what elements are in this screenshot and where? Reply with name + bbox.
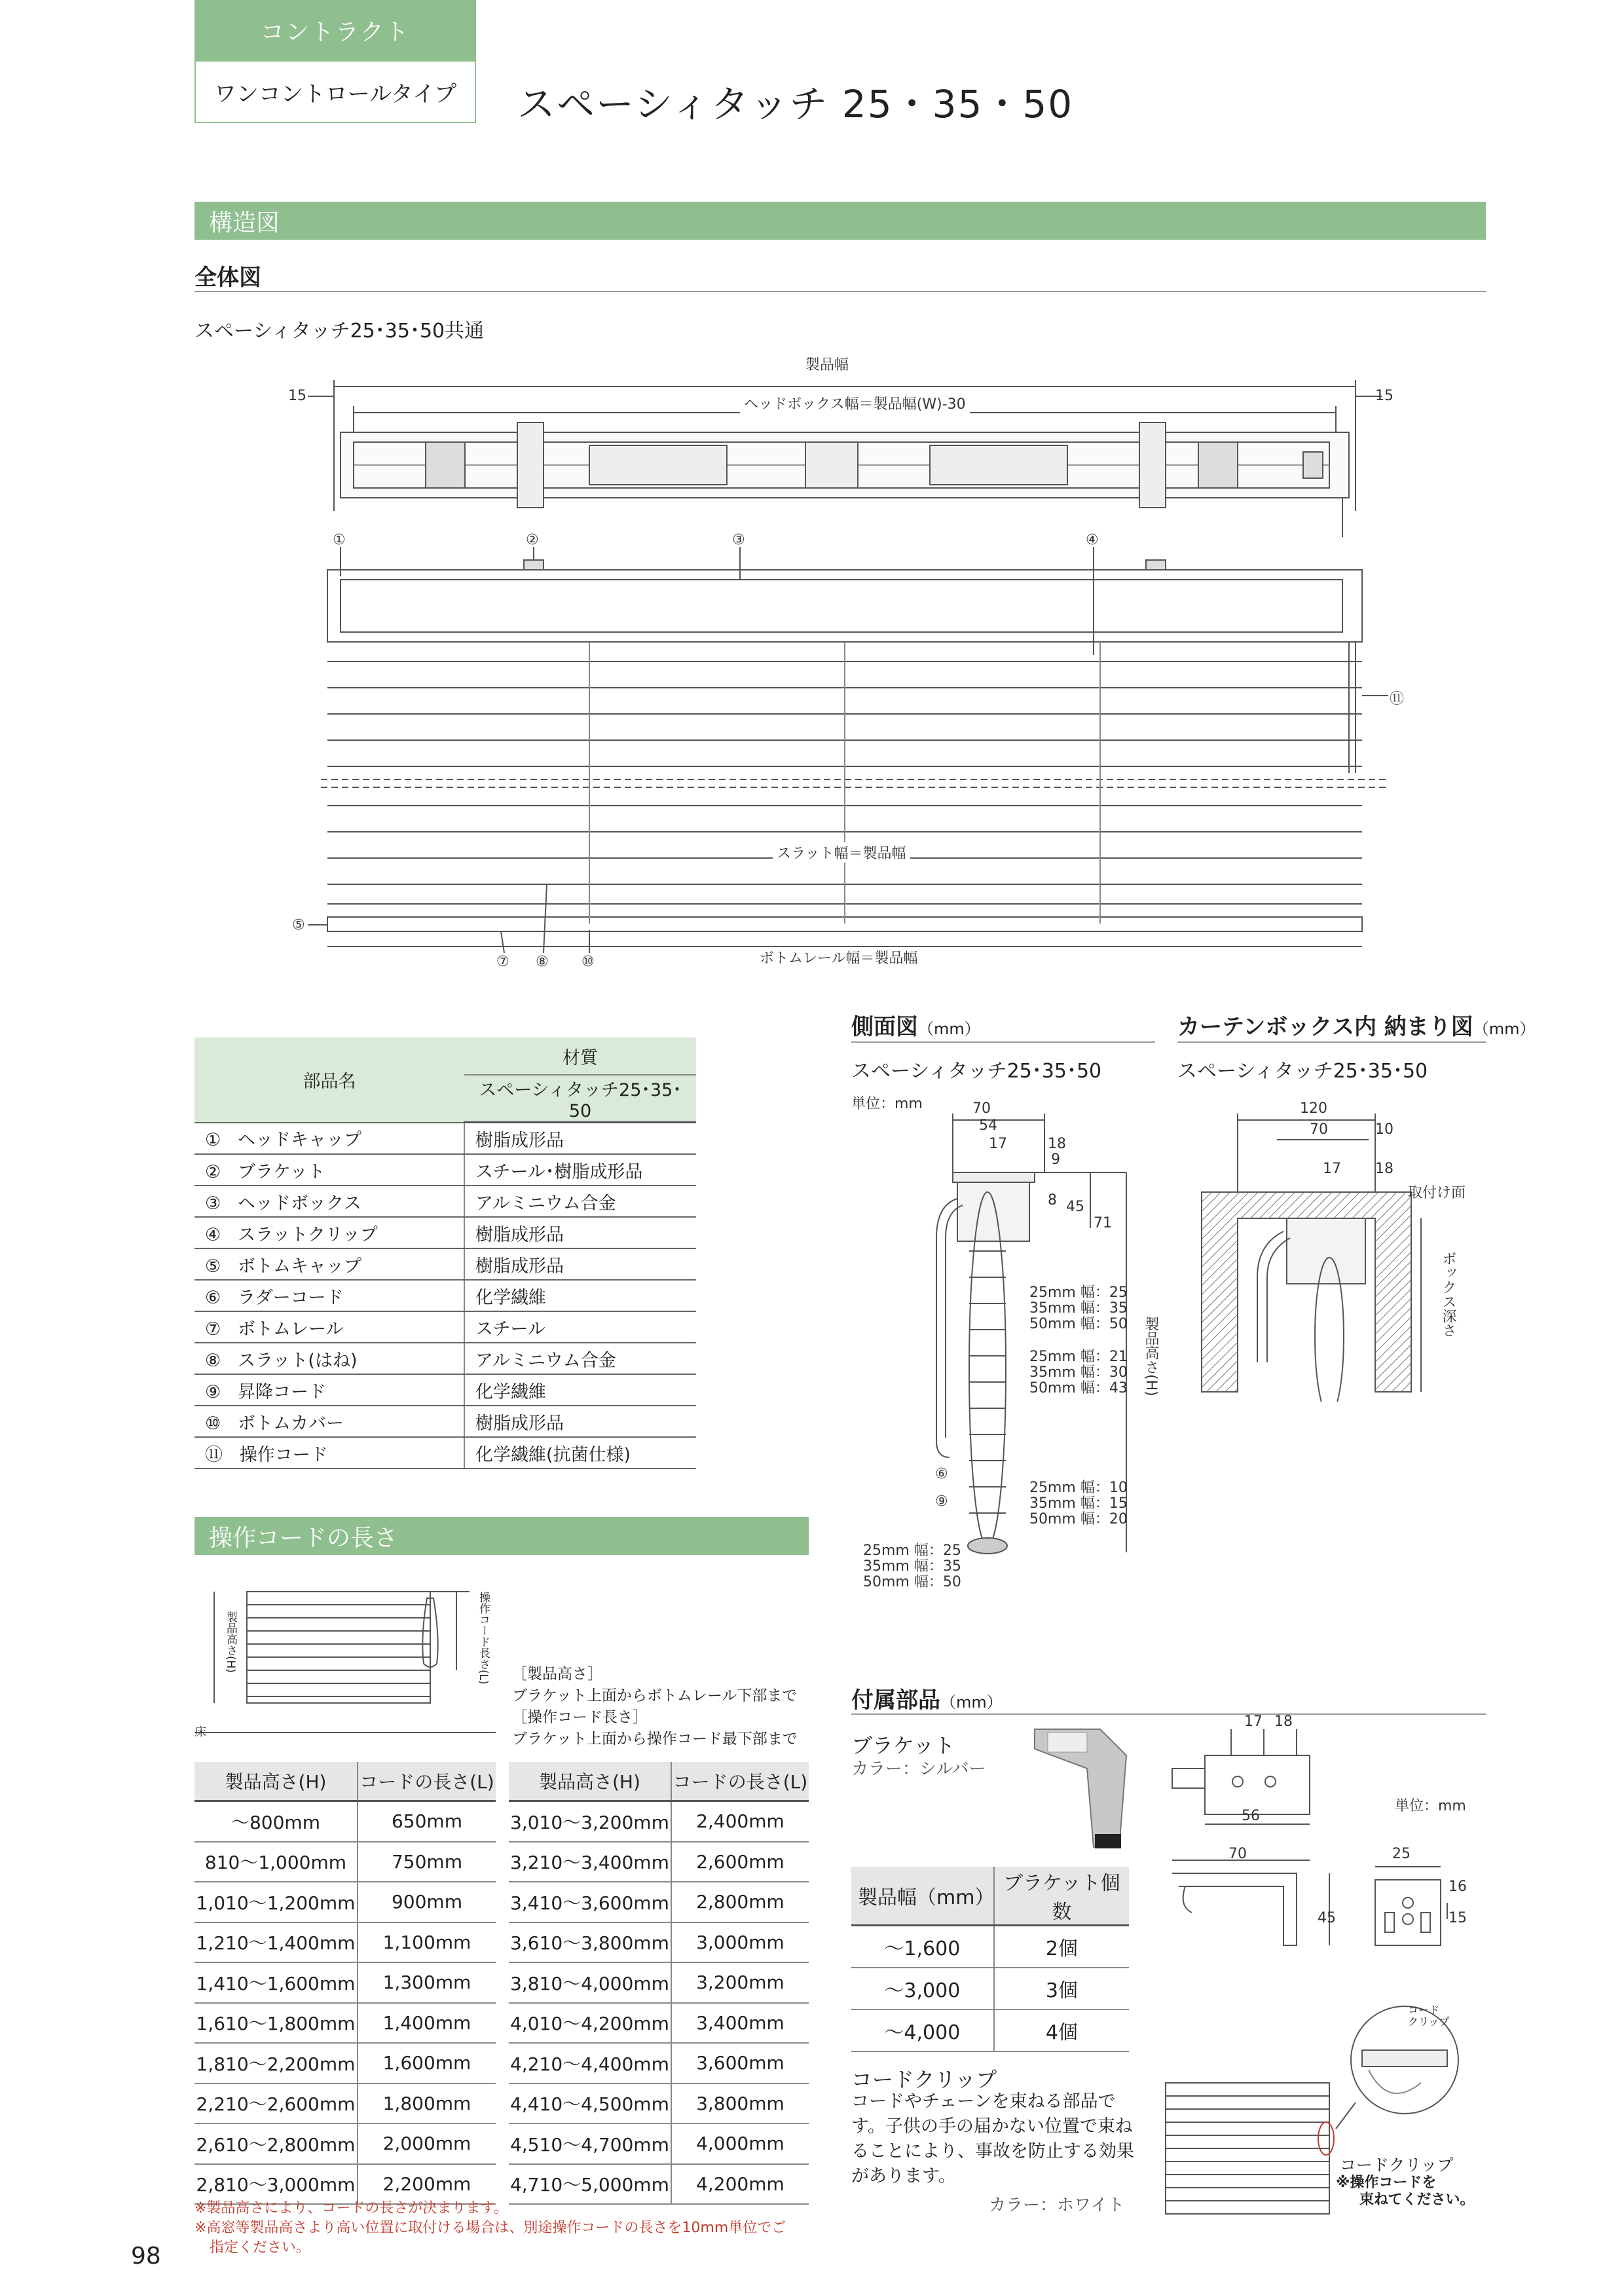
- part-material: 化学繊維: [464, 1374, 696, 1406]
- cord-row: [194, 2043, 496, 2084]
- side-labels-a: 25mm 幅：25 35mm 幅：35 50mm 幅：50: [1029, 1284, 1128, 1332]
- part-number: ②: [205, 1161, 221, 1182]
- callout-3: ③: [732, 532, 745, 548]
- part-name: [194, 1374, 464, 1406]
- part-material: 化学繊維: [464, 1280, 696, 1311]
- clip-note: ※操作コードを 束ねてください。: [1336, 2175, 1475, 2208]
- cord-row: [509, 2084, 809, 2124]
- side-dim-9: 9: [1051, 1151, 1060, 1168]
- side-heading: 側面図（mm）: [851, 1014, 980, 1040]
- part-label: ラダーコード: [237, 1287, 344, 1308]
- part-label: ヘッドボックス: [237, 1193, 361, 1214]
- cord-height: 4,210～4,400mm: [509, 2043, 671, 2084]
- section-bar-structure: 構造図: [194, 202, 1486, 240]
- cord-row: [509, 1801, 809, 1842]
- part-material: アルミニウム合金: [464, 1343, 696, 1374]
- dim-15-left: 15: [288, 388, 306, 404]
- parts-row: [194, 1437, 696, 1468]
- part-name: [194, 1343, 464, 1374]
- bracket-drawing: [1159, 1716, 1473, 1991]
- cord-height: 1,410～1,600mm: [194, 1962, 358, 2003]
- bracket-title: ブラケット: [851, 1733, 955, 1758]
- acc-dim-25: 25: [1392, 1846, 1411, 1862]
- cord-height: 4,510～4,700mm: [509, 2123, 671, 2164]
- part-number: ③: [205, 1193, 221, 1214]
- parts-row: [194, 1186, 696, 1217]
- part-number: ⑤: [205, 1256, 221, 1277]
- cord-col-l: コードの長さ(L): [358, 1762, 496, 1801]
- cord-length: 3,400mm: [671, 2003, 809, 2044]
- cord-table-left: [194, 1762, 496, 2205]
- part-name: [194, 1248, 464, 1280]
- part-material: 樹脂成形品: [464, 1217, 696, 1248]
- side-dim-18: 18: [1048, 1136, 1066, 1152]
- cord-row: [509, 2003, 809, 2044]
- part-name: [194, 1154, 464, 1186]
- bracket-row: [851, 1968, 1129, 2010]
- cord-height: 2,610～2,800mm: [194, 2123, 358, 2164]
- cord-row: [194, 1962, 496, 2003]
- cord-length: 1,600mm: [358, 2043, 496, 2084]
- cord-length: 2,400mm: [671, 1801, 809, 1842]
- cord-row: [509, 2043, 809, 2084]
- clip-title: コードクリップ: [851, 2067, 997, 2092]
- side-unit: 単位：mm: [851, 1096, 923, 1112]
- divider: [1177, 1041, 1486, 1043]
- cord-row: [509, 1882, 809, 1922]
- divider: [851, 1041, 1155, 1043]
- cord-length: 3,600mm: [671, 2043, 809, 2084]
- part-material: アルミニウム合金: [464, 1186, 696, 1217]
- cord-col-h: 製品高さ(H): [194, 1762, 358, 1801]
- curtainbox-heading: カーテンボックス内 納まり図（mm）: [1177, 1014, 1536, 1040]
- clip-small-label: コード クリップ: [1408, 2004, 1450, 2028]
- bracket-row: [851, 1926, 1129, 1968]
- divider: [851, 1713, 1486, 1715]
- cb-depth: ボックス深さ: [1440, 1251, 1456, 1337]
- cord-length: 2,600mm: [671, 1842, 809, 1882]
- part-name: [194, 1437, 464, 1468]
- part-material: 化学繊維(抗菌仕様): [464, 1437, 696, 1468]
- part-name: [194, 1217, 464, 1248]
- side-dim-70: 70: [972, 1100, 991, 1117]
- part-number: ④: [205, 1224, 221, 1245]
- cord-row: [194, 2003, 496, 2044]
- part-name: [194, 1186, 464, 1217]
- cord-length: 650mm: [358, 1801, 496, 1842]
- dim-15-right: 15: [1375, 388, 1393, 404]
- cord-row: [194, 1801, 496, 1842]
- part-number: ⑨: [205, 1381, 221, 1402]
- side-dim-45: 45: [1066, 1199, 1084, 1215]
- parts-col-sub: スペーシィタッチ25･35･50: [464, 1075, 696, 1123]
- cb-mount: 取付け面: [1408, 1185, 1466, 1201]
- part-material: スチール: [464, 1311, 696, 1343]
- cord-diagram-l: 操作コード長さ(L): [477, 1592, 490, 1685]
- callout-11: ⑪: [1390, 691, 1405, 707]
- parts-row: [194, 1123, 696, 1155]
- section-bar-cord: 操作コードの長さ: [194, 1517, 809, 1555]
- acc-unit: 単位：mm: [1395, 1798, 1466, 1814]
- bracket-count: 4個: [994, 2010, 1129, 2051]
- part-number: ⑧: [205, 1350, 221, 1371]
- cord-length: 1,100mm: [358, 1922, 496, 1963]
- acc-dim-16: 16: [1449, 1879, 1467, 1895]
- acc-dim-17: 17: [1244, 1713, 1263, 1730]
- part-name: [194, 1311, 464, 1343]
- side-dim-71: 71: [1094, 1215, 1112, 1231]
- cord-length: 4,000mm: [671, 2123, 809, 2164]
- overall-caption: スペーシィタッチ25･35･50共通: [194, 320, 485, 343]
- part-label: 操作コード: [239, 1444, 328, 1465]
- cord-note-1: ※製品高さにより、コードの長さが決まります。: [194, 2200, 508, 2217]
- clip-color: カラー：ホワイト: [989, 2196, 1125, 2215]
- parts-row: [194, 1248, 696, 1280]
- bracket-color: カラー：シルバー: [851, 1759, 986, 1779]
- type-tag: ワンコントロールタイプ: [194, 60, 476, 123]
- parts-table: [194, 1038, 696, 1469]
- cord-height: 4,010～4,200mm: [509, 2003, 671, 2044]
- cord-row: [194, 1922, 496, 1963]
- cord-row: [509, 1922, 809, 1963]
- callout-1: ①: [333, 532, 346, 548]
- parts-row: [194, 1406, 696, 1437]
- callout-7: ⑦: [496, 954, 509, 970]
- cord-height: 4,710～5,000mm: [509, 2164, 671, 2205]
- dim-bottom: ボトムレール幅＝製品幅: [760, 950, 918, 967]
- cord-row: [194, 1842, 496, 1882]
- part-material: 樹脂成形品: [464, 1248, 696, 1280]
- cord-length: 2,200mm: [358, 2164, 496, 2205]
- cord-length: 3,200mm: [671, 1962, 809, 2003]
- parts-row: [194, 1311, 696, 1343]
- cord-row: [194, 1882, 496, 1922]
- overall-diagram: [282, 354, 1408, 982]
- cord-length: 3,000mm: [671, 1922, 809, 1963]
- cord-height: 3,610～3,800mm: [509, 1922, 671, 1963]
- side-labels-d: 25mm 幅：25 35mm 幅：35 50mm 幅：50: [863, 1543, 961, 1590]
- product-title: スペーシィタッチ 25・35・50: [517, 82, 1074, 126]
- page-number: 98: [131, 2243, 161, 2270]
- cord-row: [509, 2164, 809, 2205]
- side-labels-c: 25mm 幅：10 35mm 幅：15 50mm 幅：20: [1029, 1480, 1128, 1527]
- part-label: スラットクリップ: [237, 1224, 378, 1245]
- parts-col-name: 部品名: [194, 1038, 464, 1123]
- clip-label: コードクリップ: [1340, 2156, 1454, 2175]
- bracket-count: 2個: [994, 1926, 1129, 1968]
- bracket-width: ～1,600: [851, 1926, 994, 1968]
- cord-length: 900mm: [358, 1882, 496, 1922]
- cord-length: 1,800mm: [358, 2084, 496, 2124]
- side-caption: スペーシィタッチ25･35･50: [851, 1060, 1102, 1083]
- part-label: スラット(はね): [237, 1350, 358, 1371]
- category-tag: コントラクト: [194, 0, 476, 60]
- cord-length: 3,800mm: [671, 2084, 809, 2124]
- bracket-width: ～4,000: [851, 2010, 994, 2051]
- cord-height: 1,210～1,400mm: [194, 1922, 358, 1963]
- cord-length: 4,200mm: [671, 2164, 809, 2205]
- cord-row: [194, 2084, 496, 2124]
- acc-dim-70: 70: [1228, 1846, 1247, 1862]
- bracket-photo: [1022, 1716, 1139, 1860]
- cord-col-h: 製品高さ(H): [509, 1762, 671, 1801]
- cord-height: 2,210～2,600mm: [194, 2084, 358, 2124]
- acc-dim-15: 15: [1449, 1910, 1467, 1926]
- acc-dim-56: 56: [1242, 1808, 1260, 1824]
- part-number: ⑪: [205, 1444, 223, 1465]
- callout-10: ⑩: [581, 954, 595, 970]
- cord-row: [509, 2123, 809, 2164]
- cord-defs: ［製品高さ］ ブラケット上面からボトムレール下部まで ［操作コード長さ］ ブラケット上面から操作コード最下部まで: [512, 1666, 798, 1748]
- curtainbox-caption: スペーシィタッチ25･35･50: [1177, 1060, 1428, 1083]
- cord-height: 3,010～3,200mm: [509, 1801, 671, 1842]
- part-name: [194, 1406, 464, 1437]
- callout-4: ④: [1086, 532, 1099, 548]
- cord-height: 1,610～1,800mm: [194, 2003, 358, 2044]
- parts-row: [194, 1343, 696, 1374]
- cb-dim-18: 18: [1375, 1161, 1393, 1177]
- side-callout-6: ⑥: [935, 1466, 948, 1482]
- part-name: [194, 1123, 464, 1155]
- cord-row: [509, 1962, 809, 2003]
- divider: [194, 291, 1486, 292]
- cord-length: 750mm: [358, 1842, 496, 1882]
- part-number: ⑩: [205, 1413, 221, 1434]
- part-number: ⑦: [205, 1319, 221, 1339]
- accessories-heading: 付属部品（mm）: [851, 1687, 1003, 1713]
- callout-8: ⑧: [536, 954, 549, 970]
- cord-height: 1,010～1,200mm: [194, 1882, 358, 1922]
- dim-product-width: 製品幅: [805, 357, 849, 373]
- side-dim-8: 8: [1048, 1192, 1057, 1208]
- cord-height: 4,410～4,500mm: [509, 2084, 671, 2124]
- cord-row: [509, 1842, 809, 1882]
- part-label: ヘッドキャップ: [237, 1130, 361, 1151]
- cord-floor: 床: [194, 1725, 206, 1739]
- cord-height: ～800mm: [194, 1801, 358, 1842]
- cord-diagram-h: 製品高さ(H): [224, 1611, 237, 1674]
- cord-length: 2,800mm: [671, 1882, 809, 1922]
- part-number: ①: [205, 1130, 221, 1151]
- side-callout-9: ⑨: [935, 1493, 948, 1510]
- part-label: ボトムレール: [237, 1319, 344, 1339]
- cord-diagram: [194, 1572, 502, 1742]
- side-dim-54: 54: [979, 1117, 997, 1134]
- cb-dim-70: 70: [1310, 1121, 1328, 1138]
- part-name: [194, 1280, 464, 1311]
- side-labels-b: 25mm 幅：21 35mm 幅：30 50mm 幅：43: [1029, 1349, 1128, 1396]
- bracket-col-w: 製品幅（mm）: [851, 1867, 994, 1926]
- cord-note-2: ※高窓等製品高さより高い位置に取付ける場合は、別途操作コードの長さを10mm単位でご: [194, 2220, 786, 2236]
- cord-length: 2,000mm: [358, 2123, 496, 2164]
- side-dim-17: 17: [989, 1136, 1007, 1152]
- callout-2: ②: [526, 532, 539, 548]
- part-label: ブラケット: [237, 1161, 325, 1182]
- cord-height: 2,810～3,000mm: [194, 2164, 358, 2205]
- dim-headbox: ヘッドボックス幅＝製品幅(W)-30: [740, 393, 970, 413]
- overall-heading: 全体図: [194, 265, 261, 291]
- cord-height: 1,810～2,200mm: [194, 2043, 358, 2084]
- curtainbox-diagram: [1192, 1100, 1467, 1402]
- acc-dim-18: 18: [1274, 1713, 1293, 1730]
- cord-row: [194, 2123, 496, 2164]
- parts-row: [194, 1154, 696, 1186]
- bracket-table: [851, 1867, 1129, 2052]
- part-label: 昇降コード: [237, 1381, 326, 1402]
- cb-dim-120: 120: [1300, 1100, 1327, 1117]
- cord-height: 3,210～3,400mm: [509, 1842, 671, 1882]
- cord-note-3: 指定ください。: [210, 2239, 311, 2256]
- parts-row: [194, 1217, 696, 1248]
- cord-height: 3,410～3,600mm: [509, 1882, 671, 1922]
- cord-length: 1,400mm: [358, 2003, 496, 2044]
- cord-table-right: [509, 1762, 809, 2205]
- part-material: 樹脂成形品: [464, 1123, 696, 1155]
- bracket-col-n: ブラケット個数: [994, 1867, 1129, 1926]
- cord-height: 3,810～4,000mm: [509, 1962, 671, 2003]
- cord-col-l: コードの長さ(L): [671, 1762, 809, 1801]
- cb-dim-17: 17: [1323, 1161, 1341, 1177]
- side-vertical-label: 製品高さ(H): [1143, 1317, 1159, 1396]
- cord-length: 1,300mm: [358, 1962, 496, 2003]
- clip-desc: コードやチェーンを束ねる部品で す。子供の手の届かない位置で束ね ることにより、事故を防止する効果 があります。: [851, 2091, 1134, 2186]
- part-label: ボトムカバー: [237, 1413, 344, 1434]
- dim-slat: スラット幅＝製品幅: [773, 842, 910, 863]
- part-number: ⑥: [205, 1287, 221, 1308]
- cb-dim-10: 10: [1375, 1121, 1393, 1138]
- part-material: 樹脂成形品: [464, 1406, 696, 1437]
- part-material: スチール･樹脂成形品: [464, 1154, 696, 1186]
- bracket-count: 3個: [994, 1968, 1129, 2010]
- callout-5: ⑤: [292, 917, 305, 933]
- bracket-row: [851, 2010, 1129, 2051]
- parts-row: [194, 1374, 696, 1406]
- bracket-width: ～3,000: [851, 1968, 994, 2010]
- parts-row: [194, 1280, 696, 1311]
- part-label: ボトムキャップ: [237, 1256, 361, 1277]
- cord-height: 810～1,000mm: [194, 1842, 358, 1882]
- parts-col-material: 材質: [464, 1038, 696, 1075]
- acc-dim-45: 45: [1318, 1910, 1336, 1926]
